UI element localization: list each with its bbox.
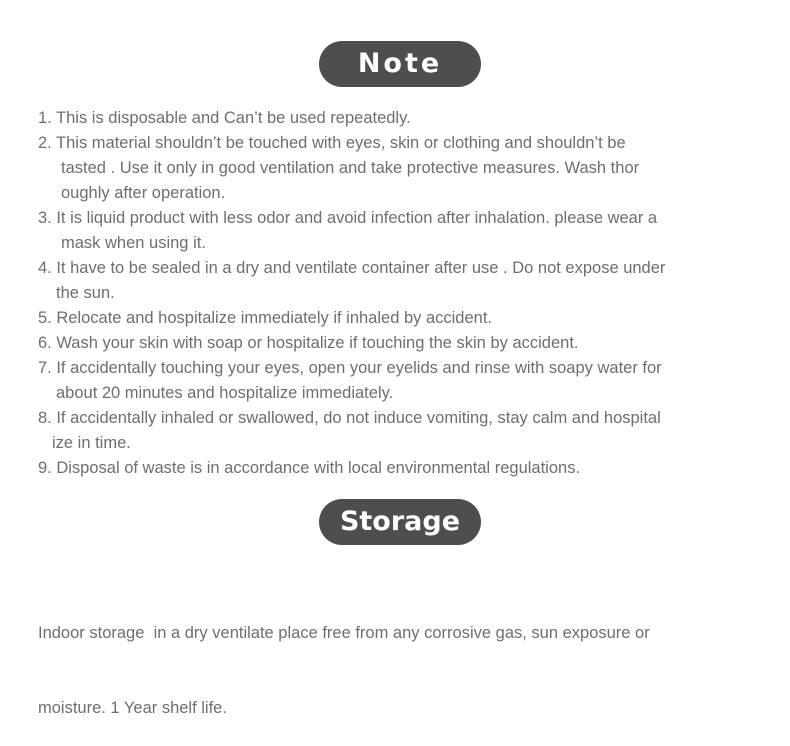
note-item-8-line-2: ize in time. — [52, 434, 131, 452]
note-heading: Note — [357, 48, 443, 79]
note-item-8 — [38, 406, 773, 456]
note-item-1-line-1: 1. This is disposable and Can’t be used repeatedly. — [38, 109, 411, 127]
note-item-6 — [38, 331, 773, 356]
note-item-5 — [38, 306, 773, 331]
note-item-3-line-2: mask when using it. — [61, 234, 206, 252]
note-item-3-line-1: 3. It is liquid product with less odor and avoid infection after inhalation. please wear a — [38, 209, 658, 227]
note-item-6-line-1: 6. Wash your skin with soap or hospitalize if touching the skin by accident. — [38, 334, 579, 352]
note-item-2-line-1: 2. This material shouldn’t be touched with eyes, skin or clothing and shouldn’t be — [38, 134, 626, 152]
storage-heading: Storage — [339, 506, 461, 537]
note-item-7-line-1: 7. If accidentally touching your eyes, open your eyelids and rinse with soapy water for — [38, 359, 662, 377]
storage-heading-pill — [319, 499, 481, 545]
note-item-7-line-2: about 20 minutes and hospitalize immediately. — [56, 384, 394, 402]
storage-paragraph — [38, 571, 773, 746]
note-item-5-line-1: 5. Relocate and hospitalize immediately if inhaled by accident. — [38, 309, 493, 327]
note-item-9 — [38, 456, 773, 481]
storage-line-1: Indoor storage in a dry ventilate place free from any corrosive gas, sun exposure or — [38, 624, 650, 642]
storage-line-2: moisture. 1 Year shelf life. — [38, 699, 227, 717]
note-item-4-line-1: 4. It have to be sealed in a dry and ventilate container after use . Do not expose under — [38, 259, 666, 277]
note-item-2 — [38, 131, 773, 206]
note-item-1 — [38, 106, 773, 131]
note-item-2-line-2: tasted . Use it only in good ventilation and take protective measures. Wash thor — [61, 159, 640, 177]
note-item-8-line-1: 8. If accidentally inhaled or swallowed, do not induce vomiting, stay calm and hospital — [38, 409, 661, 427]
note-item-4-line-2: the sun. — [56, 284, 115, 302]
note-item-2-line-3: oughly after operation. — [61, 184, 226, 202]
note-item-4 — [38, 256, 773, 306]
note-list — [38, 106, 773, 481]
note-heading-pill — [319, 41, 481, 87]
note-item-9-line-1: 9. Disposal of waste is in accordance with local environmental regulations. — [38, 459, 581, 477]
note-item-3 — [38, 206, 773, 256]
note-item-7 — [38, 356, 773, 406]
